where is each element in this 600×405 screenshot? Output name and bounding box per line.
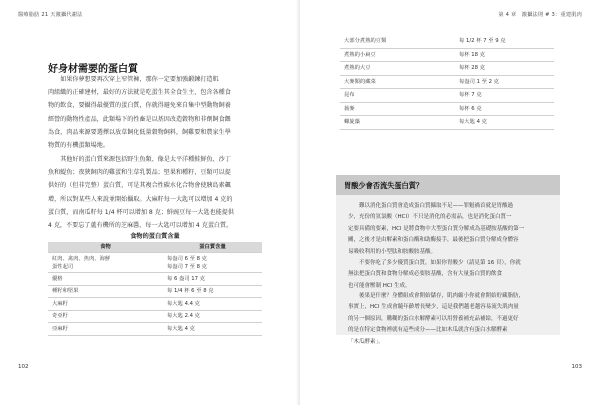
table-cell-protein: 每杯 7 克 — [455, 89, 554, 103]
sidebar-paragraph-3: 後果是什麼？身體組成會開始儲存，肌肉縮小你就會開始貯藏脂肪， 事實上，HCl 生成會隨年齡增長變少，這是我們越老越容易流失肌肉量 的另一個原因，購糊的蛋白水解酵素可以用營養補充品補給，不過更好 的是在特定食物裡就有這些成分——比如木瓜就含有蛋白水解酵素 「木瓜酵素」。 — [348, 293, 525, 345]
table-row — [48, 285, 262, 298]
table-cell-protein: 每 1/2 杯 7 至 9 克 — [455, 35, 554, 48]
table-cell-food: 蕎麥 — [340, 102, 455, 116]
table-cell-protein: 每大匙 4 克 — [455, 116, 554, 130]
page-number-right: 103 — [571, 364, 582, 370]
protein-table-left — [48, 242, 262, 336]
table-cell-protein: 每 1/4 杯 6 至 8 克 — [163, 285, 262, 298]
table-cell-food: 種籽和堅果 — [48, 285, 163, 298]
table-row — [340, 116, 554, 130]
table-cell-food: 昆布 — [340, 89, 455, 103]
table-cell-food: 紅肉、禽肉、魚肉、海鮮 蛋性起司 — [48, 253, 163, 273]
sidebar-paragraph-1: 難以消化蛋白質會造成蛋白質攝取不足——罪魁禍首就是胃酸過 少，充份的氫氯酸（HCl）不只是消化的必需品，也是消化蛋白質一 定要具備的要素，HCl 是將食物中大型蛋白質分解成為基礎胺基酸的第一 關，之後才是由解素和蛋白酶和助酶接手，最後把蛋白質分解成身體容 易吸收利用的小型肽和胺酸胺基酸。 — [348, 203, 525, 255]
table-cell-food: 優格 — [48, 273, 163, 286]
table-cell-protein: 每杯 28 克 — [455, 62, 554, 76]
body-paragraph-1: 如果你夢想要再次穿上窄管褲，那你一定要加強鍛鍊打造肌 肉組織的正確建材，最好的方法就是吃蛋生其全食生主，包含各種食 物的飲食，要攝得最優質的蛋白質，你就得避免來自集中型動物飼養 經營的動物性產品，此類場下的性畜是以基因改造穀物和非劑飼食餵 為食，肉品來源要選擇以放草飼化低量穀物飼料，飼雞要和農家生學 物質的有機蛋類場地。 — [48, 76, 231, 150]
table-cell-protein: 每大匙 4.4 克 — [163, 298, 262, 311]
sidebar-header — [336, 175, 560, 195]
table-cell-food: 大麻籽 — [48, 298, 163, 311]
running-head-right: 第 4 章 激攝法則 # 3：重建肌肉 — [498, 12, 582, 18]
table-cell-food: 奇亞籽 — [48, 310, 163, 323]
table-row — [340, 89, 554, 103]
table-cell-food: 大部分煮熟的豆類 — [340, 35, 455, 48]
table-cell-food: 亞麻籽 — [48, 323, 163, 336]
sidebar-box — [336, 175, 560, 345]
table-cell-protein: 每杯 18 克 — [455, 48, 554, 62]
protein-table-right — [340, 35, 554, 130]
table-header-food: 食物 — [48, 242, 163, 253]
table-cell-food: 煮熟的小扁豆 — [340, 48, 455, 62]
table-row — [48, 273, 262, 286]
table-header-protein: 蛋白質含量 — [163, 242, 262, 253]
table-cell-protein: 每大匙 2.4 克 — [163, 310, 262, 323]
table-row — [340, 102, 554, 116]
table-row — [48, 253, 262, 273]
section-title: 好身材需要的蛋白質 — [48, 64, 138, 75]
table-cell-protein: 每 6 盎司 17 克 — [163, 273, 262, 286]
right-page — [300, 0, 600, 405]
table-header-row — [48, 242, 262, 253]
running-head-left: 醫療脂肪 21 天激攝代謝法 — [18, 12, 83, 18]
sidebar-title: 胃酸少會否流失蛋白質？ — [344, 181, 424, 190]
table-row — [48, 310, 262, 323]
table-cell-protein: 每大匙 4 克 — [163, 323, 262, 336]
table-row — [340, 35, 554, 48]
table-cell-protein: 每盎司 6 至 8 克 每盎司 7 至 8 克 — [163, 253, 262, 273]
sidebar-paragraph-2: 不要你吃了多少優質蛋白質，如果你胃酸少（請見第 16 頁），你就 無法把蛋白質和食物分解成必要胺基酸，含有大量蛋白質的飲食 也可能會壓制 HCl 生成。 — [348, 260, 521, 289]
table-row — [48, 323, 262, 336]
table-row — [340, 48, 554, 62]
table-cell-food: 大麥類的藏菜 — [340, 75, 455, 89]
table-row — [340, 75, 554, 89]
table-cell-protein: 每盎司 1 至 2 克 — [455, 75, 554, 89]
table-row — [48, 298, 262, 311]
page-number-left: 102 — [18, 364, 29, 370]
table-cell-protein: 每杯 6 克 — [455, 102, 554, 116]
table-caption: 食物的蛋白質含量 — [130, 233, 180, 240]
table-row — [340, 62, 554, 76]
body-paragraph-2: 其他好的蛋白質來源包括野生魚類、像是太平洋種鮭鮮魚、沙丁 魚和鯷魚；夜狹飼肉的雞蛋和生草乳製品；堅果和種籽，豆類可以提 供好的（但非完整）蛋白質，可是其複合性碳水化合物會使胰島素飆 增，所以對某些人來說並開始攝取。大麻籽每一大匙可以增加 4 克的 蛋白質，而南瓜籽每 1/4 杯可以增加 8 克；鮮豌豆每一大匙也能提供 4 克，不要忘了蘆有機所的芝麻醬，每一大匙可以增加 4 克蛋白質。 — [48, 156, 234, 230]
table-cell-food: 煮熟的大豆 — [340, 62, 455, 76]
table-cell-food: 螺旋藻 — [340, 116, 455, 130]
